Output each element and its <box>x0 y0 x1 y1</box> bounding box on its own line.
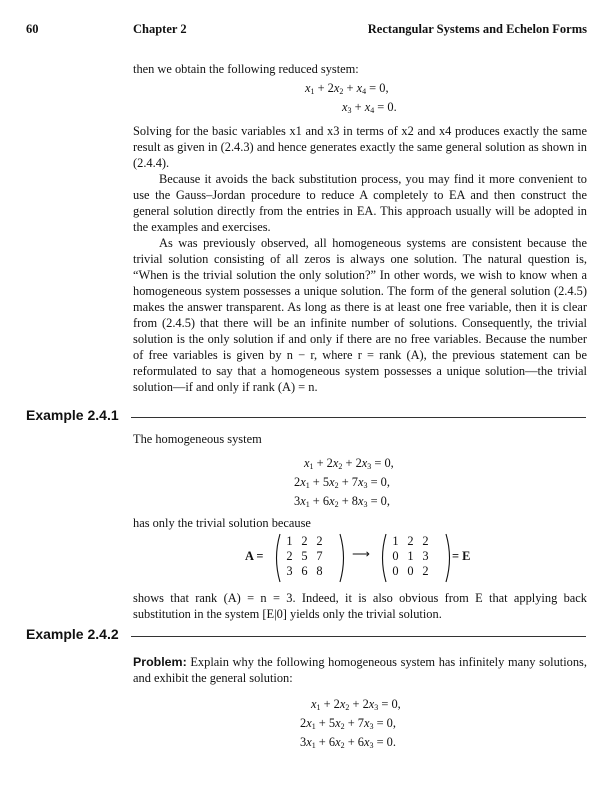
problem-text: Explain why the following homogeneous system has infinitely many solutions, and exhibit the general solution: <box>133 655 587 685</box>
label-E: = E <box>452 549 471 563</box>
matrix-entry: 2 <box>286 549 293 563</box>
matrix-row <box>282 534 327 549</box>
example-label: Example 2.4.2 <box>26 626 125 642</box>
ex2-eq-1: $x_1 + 2x_2 + 2x_3 = 0$, <box>311 697 401 712</box>
ex2-eq-3: $3x_1 + 6x_2 + 6x_3 = 0$. <box>300 735 396 750</box>
matrix-entry: 2 <box>422 534 429 548</box>
matrix-entry: 0 <box>392 564 399 578</box>
intro-text: then we obtain the following reduced system: <box>133 62 359 76</box>
matrix-entry: 6 <box>301 564 308 578</box>
matrix-entry: 1 <box>392 534 399 548</box>
matrix-row <box>282 564 327 579</box>
example-label: Example 2.4.1 <box>26 407 125 423</box>
matrix-entry: 1 <box>407 549 414 563</box>
matrix-entry: 7 <box>316 549 323 563</box>
matrix-entry: 8 <box>316 564 323 578</box>
example1-intro: The homogeneous system <box>133 432 262 446</box>
label-A: A = <box>245 549 264 563</box>
matrix-entry: 2 <box>301 534 308 548</box>
running-header <box>0 22 610 42</box>
matrix-entry: 3 <box>422 549 429 563</box>
matrix-E <box>388 534 433 579</box>
matrix-entry: 2 <box>316 534 323 548</box>
para-previously: As was previously observed, all homogeneous systems are consistent because the trivial solution consisting of all zeros is always one solution. The natural question is, “When is the trivial solution the only solution?” In other words, we wish to know when a homogeneous system possesses a unique solution. The form of the general solution (2.4.5) makes the answer transparent. As long as there is at least one free variable, then it is clear from (2.4.5) that there will be an infinite number of solutions. Consequently, the trivial solution is the only solution if and only if there are no free variables. Because the number of free variables is given by n − r, where r = rank (A), the previous statement can be reformulated to say that a homogeneous system possesses a unique solution—the trivial solution—if and only if rank (A) = n. <box>133 236 587 394</box>
arrow: ⟶ <box>352 547 370 561</box>
reduced-eq-2: $x_3 + x_4 = 0$. <box>342 100 397 115</box>
example1-has-only: has only the trivial solution because <box>133 516 311 530</box>
ex1-eq-1: $x_1 + 2x_2 + 2x_3 = 0$, <box>304 456 394 471</box>
example-2-4-1-heading <box>26 407 586 427</box>
matrix-entry: 2 <box>422 564 429 578</box>
matrix-entry: 1 <box>286 534 293 548</box>
chapter-label: Chapter 2 <box>133 22 187 36</box>
ex2-eq-2: $2x_1 + 5x_2 + 7x_3 = 0$, <box>300 716 396 731</box>
page-number: 60 <box>26 22 39 36</box>
matrix-entry: 0 <box>392 549 399 563</box>
para-because: Because it avoids the back substitution process, you may find it more convenient to use the Gauss–Jordan procedure to reduce A completely to EA and then construct the general solution directly from the entries in EA. This approach usually will be adopted in the examples and exercises. <box>133 172 587 234</box>
example2-problem <box>133 654 587 686</box>
matrix-row <box>388 564 433 579</box>
problem-label: Problem: <box>133 655 187 669</box>
example-rule <box>131 417 586 418</box>
reduced-eq-1: $x_1 + 2x_2 + x_4 = 0$, <box>305 81 389 96</box>
ex1-eq-3: $3x_1 + 6x_2 + 8x_3 = 0$, <box>294 494 390 509</box>
example1-conclusion: shows that rank (A) = n = 3. Indeed, it is also obvious from E that applying back substitution in the system [E|0] yields only the trivial solution. <box>133 591 587 621</box>
example-rule <box>131 636 586 637</box>
example-2-4-2-heading <box>26 626 586 646</box>
matrix-entry: 0 <box>407 564 414 578</box>
matrix-entry: 2 <box>407 534 414 548</box>
matrix-A <box>282 534 327 579</box>
matrix-row <box>282 549 327 564</box>
matrix-entry: 3 <box>286 564 293 578</box>
matrix-entry: 5 <box>301 549 308 563</box>
para-solving: Solving for the basic variables x1 and x3 in terms of x2 and x4 produces exactly the same result as given in (2.4.3) and hence generates exactly the same general solution as shown in (2.4.4). <box>133 124 587 170</box>
matrix-row <box>388 534 433 549</box>
matrix-row <box>388 549 433 564</box>
ex1-eq-2: $2x_1 + 5x_2 + 7x_3 = 0$, <box>294 475 390 490</box>
chapter-title: Rectangular Systems and Echelon Forms <box>367 22 587 36</box>
